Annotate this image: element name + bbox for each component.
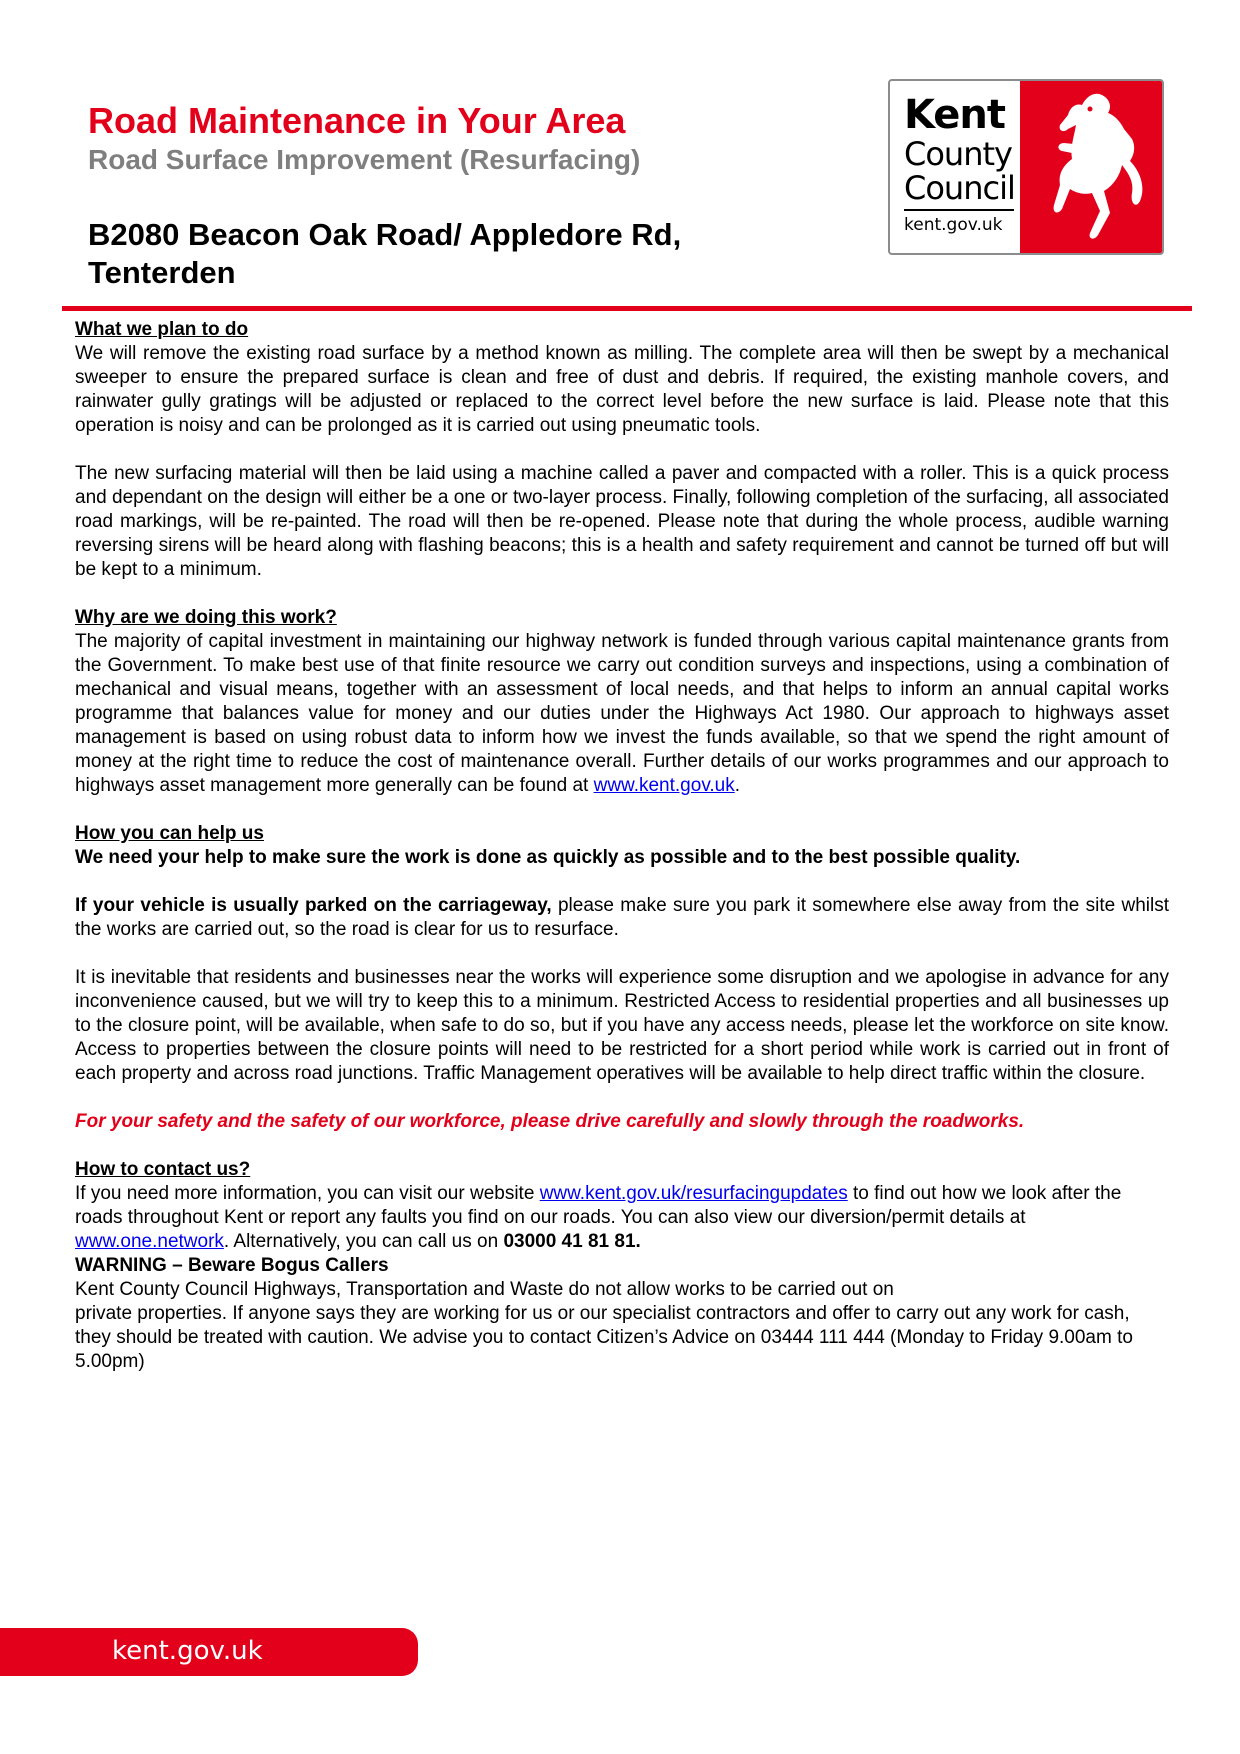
why-section bbox=[75, 606, 1169, 798]
plan-paragraph-2: The new surfacing material will then be laid using a machine called a paver and compacted with a roller. This is a quick process and dependant on the design will either be a one or two-layer process. Finally, following completion of the surfacing, all associated road markings, will be re-painted. The road will then be re-opened. Please note that during the whole process, audible warning reversing sirens will be heard along with flashing beacons; this is a health and safety requirement and cannot be turned off but will be kept to a minimum. bbox=[75, 463, 1169, 580]
contact-heading: How to contact us? bbox=[75, 1159, 251, 1180]
page-subtitle: Road Surface Improvement (Resurfacing) bbox=[88, 144, 641, 175]
location-line-2: Tenterden bbox=[88, 255, 236, 290]
logo-line-2: County bbox=[904, 135, 1012, 173]
white-horse-icon bbox=[1024, 85, 1160, 251]
contact-text-3: . Alternatively, you can call us on bbox=[223, 1231, 504, 1252]
help-paragraph-2-bold: If your vehicle is usually parked on the carriageway, bbox=[75, 895, 552, 916]
page-title: Road Maintenance in Your Area bbox=[88, 100, 626, 141]
why-paragraph-end: . bbox=[734, 775, 741, 796]
kent-website-link[interactable]: www.kent.gov.uk bbox=[593, 775, 735, 796]
header-divider bbox=[62, 306, 1192, 311]
location-line-1: B2080 Beacon Oak Road/ Appledore Rd, bbox=[88, 217, 682, 252]
contact-text-2: to find out how we look after the roads throughout Kent or report any faults you find on our roads. You can also view our diversion/permit details at bbox=[75, 1183, 1122, 1228]
footer-url[interactable]: kent.gov.uk bbox=[112, 1636, 263, 1666]
logo-rule bbox=[904, 209, 1014, 211]
warning-line-2: private properties. If anyone says they are working for us or our specialist contractors and offer to carry out any work for cash, they should be treated with caution. We advise you to contact Citizen’s Advice on 03444 111 444 (Monday to Friday 9.00am to 5.00pm) bbox=[75, 1303, 1133, 1372]
one-network-link[interactable]: www.one.network bbox=[75, 1231, 224, 1252]
logo-text bbox=[904, 93, 1016, 235]
main-content bbox=[75, 318, 1169, 1374]
location-heading bbox=[88, 216, 788, 292]
help-paragraph-2 bbox=[75, 894, 1169, 942]
contact-section bbox=[75, 1158, 1169, 1374]
why-heading: Why are we doing this work? bbox=[75, 607, 337, 628]
resurfacing-updates-link[interactable]: www.kent.gov.uk/resurfacingupdates bbox=[539, 1183, 848, 1204]
why-paragraph: The majority of capital investment in maintaining our highway network is funded through various capital maintenance grants from the Government. To make best use of that finite resource we carry out condition surveys and inspections, using a combination of mechanical and visual means, together with an assessment of local needs, and that helps to inform an annual capital works programme that balances value for money and our duties under the Highways Act 1980. Our approach to highways asset management is based on using robust data to inform how we invest the funds available, so that we spend the right amount of money at the right time to reduce the cost of maintenance overall. Further details of our works programmes and our approach to highways asset management more generally can be found at bbox=[75, 631, 1169, 796]
safety-notice: For your safety and the safety of our workforce, please drive carefully and slowly through the roadworks. bbox=[75, 1111, 1025, 1132]
plan-paragraph-1: We will remove the existing road surface by a method known as milling. The complete area will then be swept by a mechanical sweeper to ensure the prepared surface is clean and free of dust and debris. If required, the existing manhole covers, and rainwater gully gratings will be adjusted or replaced to the correct level before the new surface is laid. Please note that this operation is noisy and can be prolonged as it is carried out using pneumatic tools. bbox=[75, 343, 1169, 436]
plan-section bbox=[75, 318, 1169, 438]
help-bold-line: We need your help to make sure the work is done as quickly as possible and to the best possible quality. bbox=[75, 847, 1021, 868]
kcc-logo bbox=[888, 79, 1164, 255]
help-section bbox=[75, 822, 1169, 870]
warning-line-1: Kent County Council Highways, Transportation and Waste do not allow works to be carried out on bbox=[75, 1279, 894, 1300]
help-heading: How you can help us bbox=[75, 823, 264, 844]
help-paragraph-3: It is inevitable that residents and businesses near the works will experience some disruption and we apologise in advance for any inconvenience caused, but we will try to keep this to a minimum. Restricted Access to residential properties and all businesses up to the closure point, will be available, when safe to do so, but if you have any access needs, please let the workforce on site know. Access to properties between the closure points will need to be restricted for a short period while work is carried out in front of each property and across road junctions. Traffic Management operatives will be available to help direct traffic within the closure. bbox=[75, 967, 1169, 1084]
warning-heading: WARNING – Beware Bogus Callers bbox=[75, 1255, 389, 1276]
help-paragraph-2-rest: please make sure you park it somewhere else away from the site whilst the works are carried out, so the road is clear for us to resurface. bbox=[75, 895, 1169, 940]
contact-phone: 03000 41 81 81. bbox=[503, 1231, 641, 1252]
logo-url: kent.gov.uk bbox=[904, 215, 1003, 235]
logo-line-1: Kent bbox=[904, 92, 1006, 138]
plan-heading: What we plan to do bbox=[75, 319, 249, 340]
contact-text-1: If you need more information, you can visit our website bbox=[75, 1183, 540, 1204]
logo-line-3: Council bbox=[904, 169, 1015, 207]
logo-red-panel bbox=[1020, 81, 1162, 253]
footer-bar bbox=[0, 1628, 418, 1676]
